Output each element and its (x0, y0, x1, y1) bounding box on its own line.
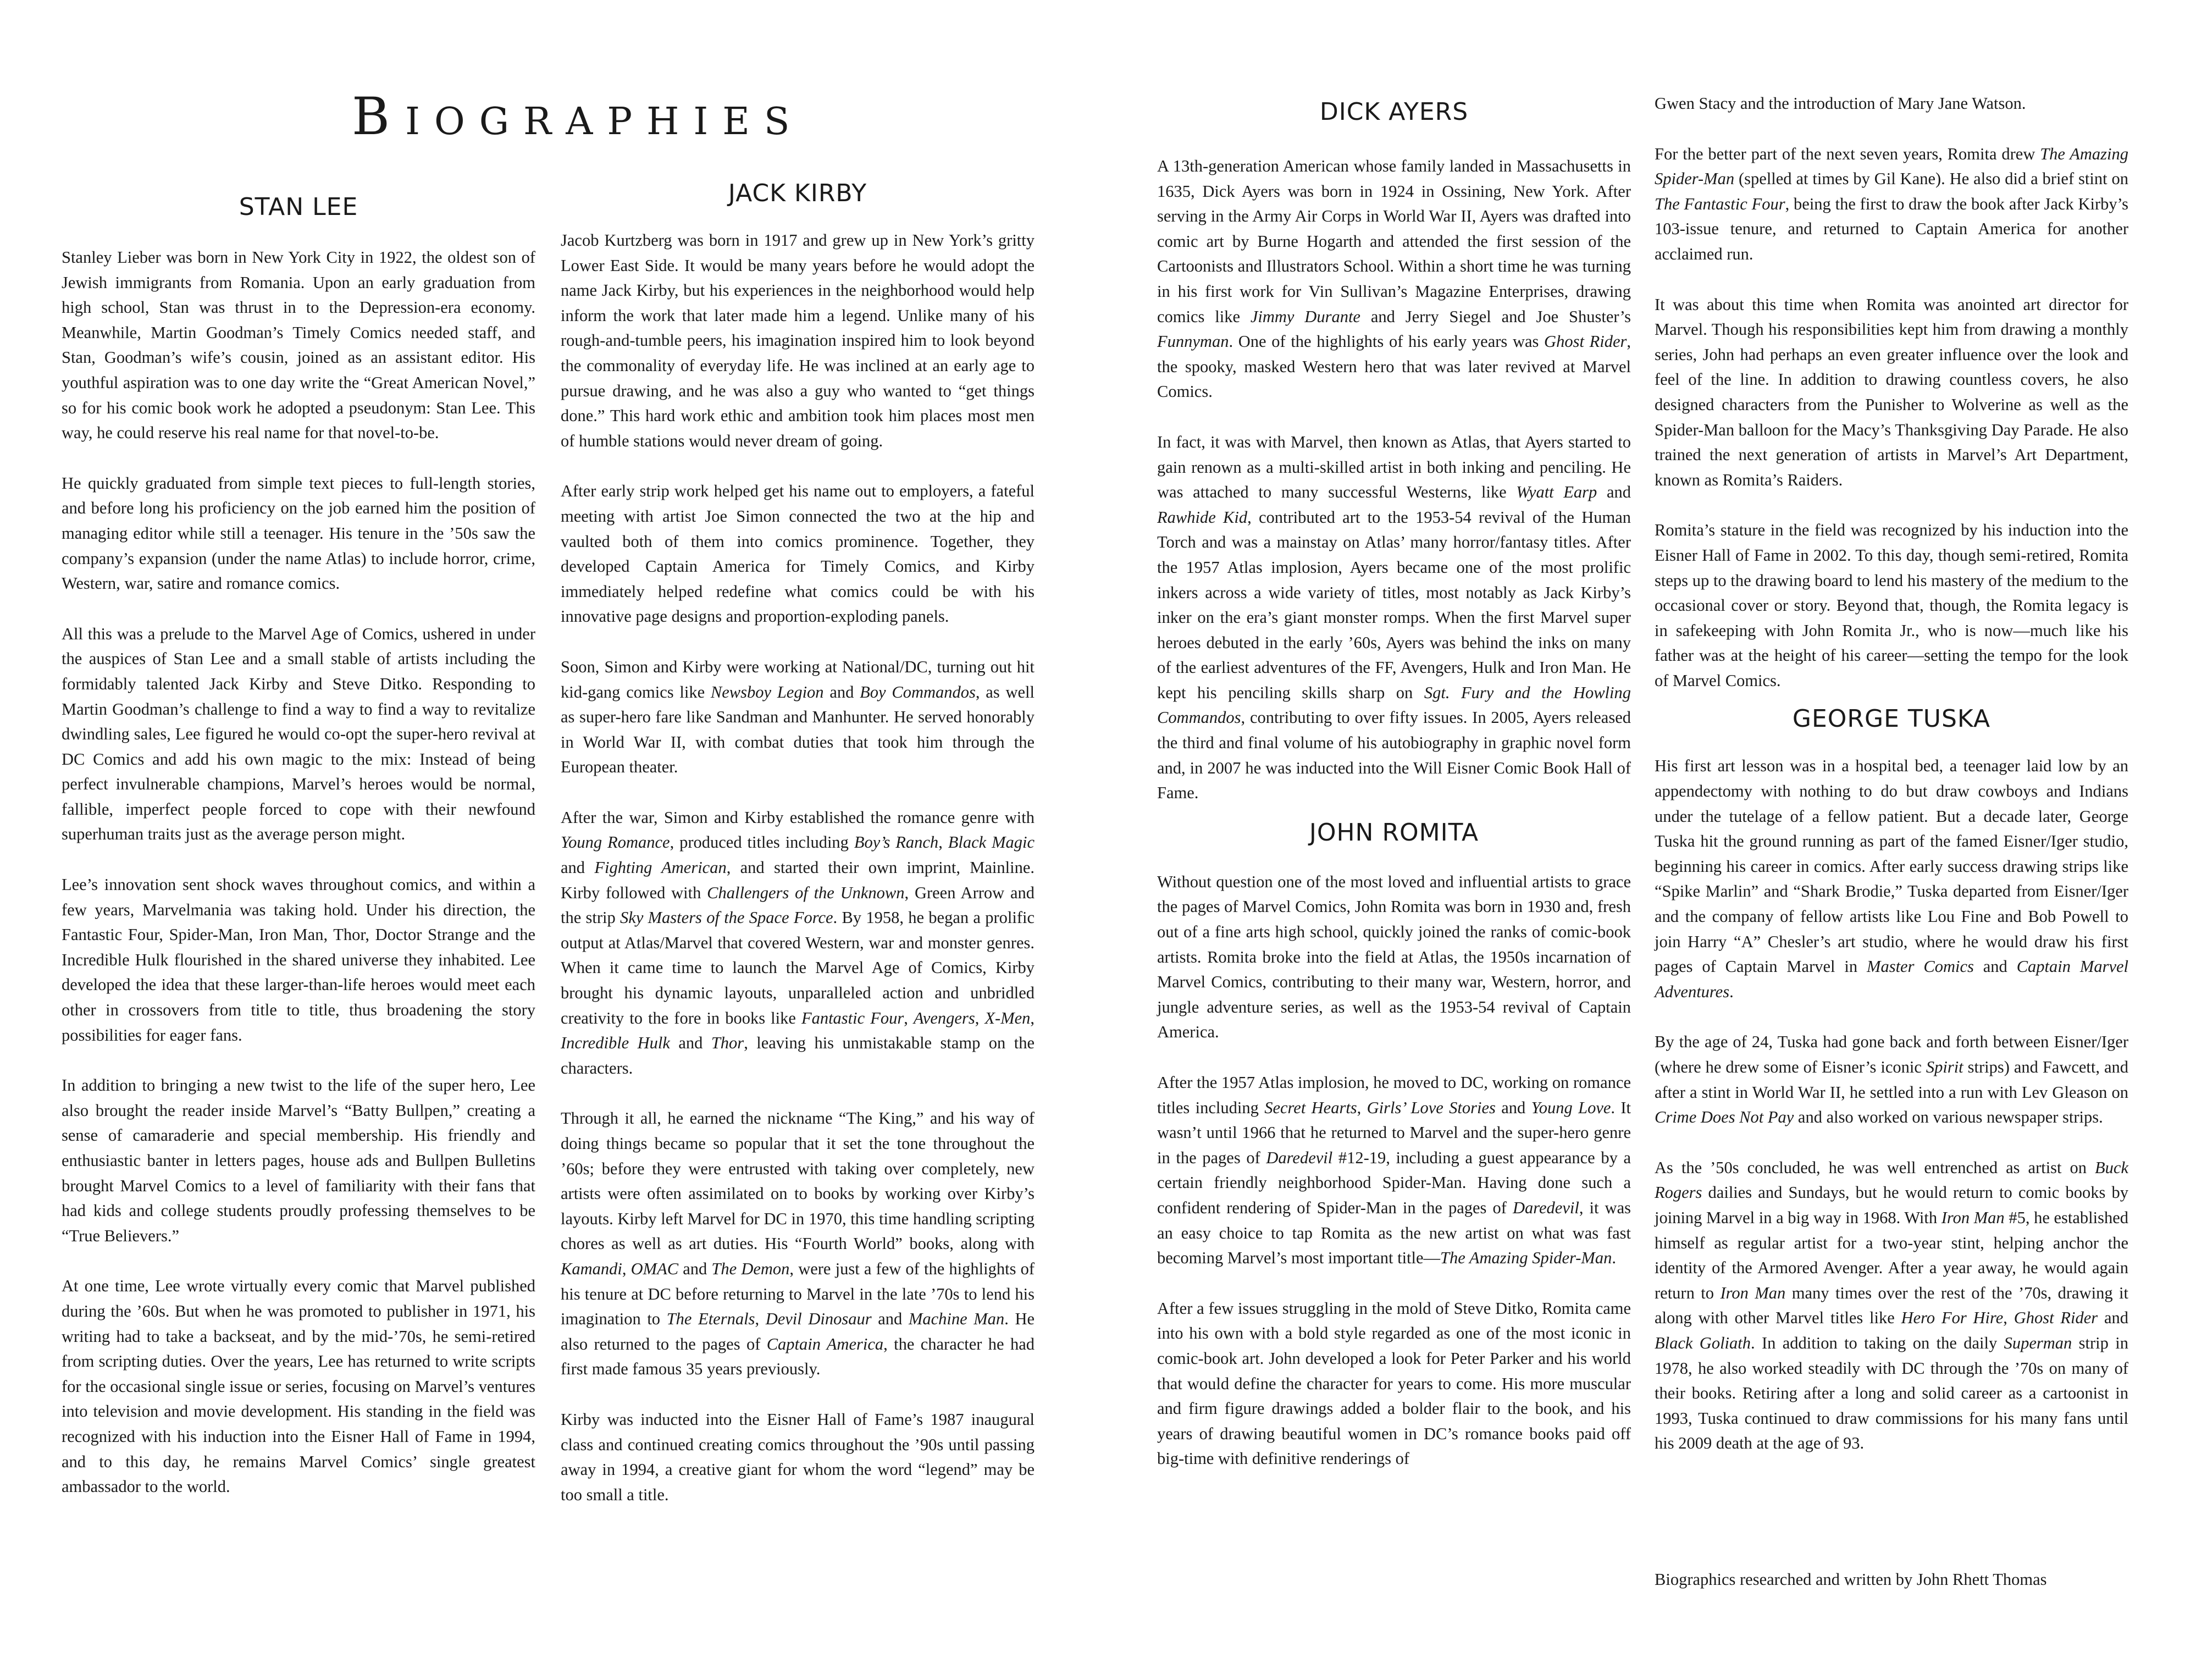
page-title: BIOGRAPHIES (352, 87, 804, 147)
paragraph: Gwen Stacy and the introduction of Mary Jane Watson. (1655, 94, 2026, 113)
jack-kirby-column (561, 179, 1035, 1507)
paragraph: Romita’s stature in the field was recognized by his induction into the Eisner Hall of Fame in 2002. To this day, though semi-retired, Romita steps up to the drawing board to lend his mastery of the medium to the occasional cover or story. Beyond that, though, the Romita legacy is in safekeeping with John Romita Jr., who is now—much like his father was at the height of his career—setting the tempo for the look of Marvel Comics. (1655, 521, 2128, 690)
paragraph: He quickly graduated from simple text pieces to full-length stories, and before long his proficiency on the job earned him the position of managing editor while still a teenager. His tenure in the ’50s saw the company’s expansion (under the name Atlas) to include horror, crime, Western, war, satire and romance comics. (62, 473, 535, 593)
paragraph: In fact, it was with Marvel, then known as Atlas, that Ayers started to gain renown as a multi-skilled artist in both inking and penciling. He was attached to many successful Westerns, like Wyatt Earp and Rawhide Kid, contributed art to the 1953-54 revival of the Human Torch and was a mainstay on Atlas’ many horror/fantasy titles. After the 1957 Atlas implosion, Ayers became one of the most prolific inkers across a wide variety of titles, most notably as Jack Kirby’s inker on the era’s giant monster romps. When the first Marvel super heroes debuted in the early ’60s, Ayers was behind the inks on many of the earliest adventures of the FF, Avengers, Hulk and Iron Man. He kept his penciling skills sharp on Sgt. Fury and the Howling Commandos, contributing to over fifty issues. In 2005, Ayers released the third and final volume of his autobiography in graphic novel form and, in 2007 he was inducted into the Will Eisner Comic Book Hall of Fame. (1157, 432, 1631, 803)
stan-lee-heading: STAN LEE (239, 193, 358, 221)
paragraph: After the war, Simon and Kirby established the romance genre with Young Romance, produced titles including Boy’s Ranch, Black Magic and Fighting American, and started their own imprint, Mainline. Kirby followed with Challengers of the Unknown, Green Arrow and the strip Sky Masters of the Space Force. By 1958, he began a prolific output at Atlas/Marvel that covered Western, war and monster genres. When it came time to launch the Marvel Age of Comics, Kirby brought his dynamic layouts, unparalleled action and unbridled creativity to the fore in books like Fantastic Four, Avengers, X-Men, Incredible Hulk and Thor, leaving his unmistakable stamp on the characters. (561, 808, 1035, 1077)
paragraph: At one time, Lee wrote virtually every comic that Marvel published during the ’60s. But when he was promoted to publisher in 1971, his writing had to take a backseat, and by the mid-’70s, he semi-retired from scripting duties. Over the years, Lee has returned to write scripts for the occasional single issue or series, focusing on Marvel’s ventures into television and movie development. His standing in the field was recognized with his induction into the Eisner Hall of Fame in 1994, and to this day, he remains Marvel Comics’ single greatest ambassador to the world. (62, 1276, 535, 1496)
paragraph: Without question one of the most loved and influential artists to grace the pages of Marvel Comics, John Romita was born in 1930 and, fresh out of a fine arts high school, quickly joined the ranks of comic-book artists. Romita broke into the field at Atlas, the 1950s incarnation of Marvel Comics, contributing to their many war, Western, horror, and jungle adventure series, as well as the 1953-54 revival of Captain America. (1157, 872, 1631, 1042)
paragraph: His first art lesson was in a hospital bed, a teenager laid low by an appendectomy with nothing to do but draw cowboys and Indians under the tutelage of a fellow patient. But a decade later, George Tuska hit the ground running as part of the famed Eisner/Iger studio, beginning his career in comics. After early success drawing strips like “Spike Marlin” and “Shark Brodie,” Tuska departed from Eisner/Iger and the company of fellow artists like Lou Fine and Bob Powell to join Harry “A” Chesler’s art studio, where he would draw his first pages of Captain Marvel in Master Comics and Captain Marvel Adventures. (1655, 756, 2128, 1001)
paragraph: After the 1957 Atlas implosion, he moved to DC, working on romance titles including Secret Hearts, Girls’ Love Stories and Young Love. It wasn’t until 1966 that he returned to Marvel and the super-hero genre in the pages of Daredevil #12-19, including a guest appearance by a certain friendly neighborhood Spider-Man. Having done such a confident rendering of Spider-Man in the pages of Daredevil, it was an easy choice to tap Romita as the new artist on what was fast becoming Marvel’s most important title—The Amazing Spider-Man. (1157, 1073, 1631, 1268)
romita-tuska-column (1655, 91, 2128, 1456)
paragraph: Soon, Simon and Kirby were working at National/DC, turning out hit kid-gang comics like Newsboy Legion and Boy Commandos, as well as super-hero fare like Sandman and Manhunter. He served honorably in World War II, with combat duties that took him through the European theater. (561, 657, 1035, 777)
john-romita-heading: JOHN ROMITA (1309, 818, 1479, 847)
stan-lee-column (62, 192, 535, 1500)
credit-line: Biographics researched and written by John Rhett Thomas (1655, 1570, 2047, 1589)
paragraph: A 13th-generation American whose family landed in Massachusetts in 1635, Dick Ayers was born in 1924 in Ossining, New York. After serving in the Army Air Corps in World War II, Ayers was drafted into comic art by Burne Hogarth and attended the first session of the Cartoonists and Illustrators School. Within a short time he was turning in his first work for Vin Sullivan’s Magazine Enterprises, drawing comics like Jimmy Durante and Jerry Siegel and Joe Shuster’s Funnyman. One of the highlights of his early years was Ghost Rider, the spooky, masked Western hero that was later revived at Marvel Comics. (1157, 157, 1631, 401)
paragraph: It was about this time when Romita was anointed art director for Marvel. Though his responsibilities kept him from drawing a monthly series, John had perhaps an even greater influence over the look and feel of the line. In addition to drawing countless covers, he also designed characters from the Punisher to Wolverine as well as the Spider-Man balloon for the Macy’s Thanksgiving Day Parade. He also trained the next generation of artists in Marvel’s Art Department, known as Romita’s Raiders. (1655, 295, 2128, 489)
paragraph: Lee’s innovation sent shock waves throughout comics, and within a few years, Marvelmania was taking hold. Under his direction, the Fantastic Four, Spider-Man, Iron Man, Thor, Doctor Strange and the Incredible Hulk flourished in the shared universe they inhabited. Lee developed the idea that these larger-than-life heroes would meet each other in crossovers from title to title, thus broadening the story possibilities for eager fans. (62, 875, 535, 1045)
paragraph: In addition to bringing a new twist to the life of the super hero, Lee also brought the reader inside Marvel’s “Batty Bullpen,” creating a sense of camaraderie and special membership. His friendly and enthusiastic banter in letters pages, house ads and Bullpen Bulletins brought Marvel Comics to a level of familiarity with their fans that had kids and college students proudly professing themselves to be “True Believers.” (62, 1076, 535, 1245)
paragraph: Jacob Kurtzberg was born in 1917 and grew up in New York’s gritty Lower East Side. It would be many years before he would adopt the name Jack Kirby, but his experiences in the neighborhood would help inform the work that later made him a legend. Unlike many of his rough-and-tumble peers, his imagination inspired him to look beyond the commonality of everyday life. He was inclined at an early age to pursue drawing, and he was also a guy who wanted to “get things done.” This hard work ethic and ambition took him places most men of humble stations would never dream of going. (561, 231, 1035, 450)
ayers-romita-column (1157, 97, 1631, 1472)
paragraph: All this was a prelude to the Marvel Age of Comics, ushered in under the auspices of Stan Lee and a small stable of artists including the formidably talented Jack Kirby and Steve Ditko. Responding to Martin Goodman’s challenge to find a way to find a way to revitalize dwindling sales, Lee figured he would co-opt the super-hero revival at DC Comics and add his own magic to the mix: Instead of being perfect invulnerable champions, Marvel’s heroes would be normal, fallible, imperfect people forced to cope with their newfound superhuman traits just as the average person might. (62, 624, 535, 844)
paragraph: By the age of 24, Tuska had gone back and forth between Eisner/Iger (where he drew some of Eisner’s iconic Spirit strips) and Fawcett, and after a stint in World War II, he settled into a run with Lev Gleason on Crime Does Not Pay and also worked on various newspaper strips. (1655, 1032, 2129, 1127)
paragraph: After early strip work helped get his name out to employers, a fateful meeting with artist Joe Simon connected the two at the hip and vaulted both of them into comics prominence. Together, they developed Captain America for Timely Comics, and Kirby immediately helped redefine what comics could be with his innovative page designs and proportion-exploding panels. (561, 482, 1035, 626)
george-tuska-heading: GEORGE TUSKA (1792, 705, 1991, 733)
dick-ayers-heading: DICK AYERS (1319, 98, 1469, 126)
jack-kirby-heading: JACK KIRBY (728, 179, 867, 207)
paragraph: Through it all, he earned the nickname “The King,” and his way of doing things became so popular that it set the tone throughout the ’60s; before they were entrusted with taking over completely, new artists were often assimilated on to books by working over Kirby’s layouts. Kirby left Marvel for DC in 1970, this time handling scripting chores as well as art duties. His “Fourth World” books, along with Kamandi, OMAC and The Demon, were just a few of the highlights of his tenure at DC before returning to Marvel in the late ’70s to lend his imagination to The Eternals, Devil Dinosaur and Machine Man. He also returned to the pages of Captain America, the character he had first made famous 35 years previously. (561, 1109, 1035, 1379)
paragraph: As the ’50s concluded, he was well entrenched as artist on Buck Rogers dailies and Sundays, but he would return to comic books by joining Marvel in a big way in 1968. With Iron Man #5, he established himself as regular artist for a two-year stint, helping anchor the identity of the Armored Avenger. After a year away, he would again return to Iron Man many times over the rest of the ’70s, drawing it along with other Marvel titles like Hero For Hire, Ghost Rider and Black Goliath. In addition to taking on the daily Superman strip in 1978, he also worked steadily with DC through the ’70s on many of their books. Retiring after a long and solid career as a cartoonist in 1993, Tuska continued to draw commissions for his many fans until his 2009 death at the age of 93. (1655, 1158, 2129, 1453)
paragraph: Stanley Lieber was born in New York City in 1922, the oldest son of Jewish immigrants from Romania. Upon an early graduation from high school, Stan was thrust in to the Depression-era economy. Meanwhile, Martin Goodman’s Timely Comics needed staff, and Stan, Goodman’s wife’s cousin, joined as an assistant editor. His youthful aspiration was to one day write the “Great American Novel,” so for his comic book work he adopted a pseudonym: Stan Lee. This way, he could reserve his real name for that novel-to-be. (62, 248, 535, 443)
paragraph: For the better part of the next seven years, Romita drew The Amazing Spider-Man (spelled at times by Gil Kane). He also did a brief stint on The Fantastic Four, being the first to draw the book after Jack Kirby’s 103-issue tenure, and returned to Captain America for another acclaimed run. (1655, 144, 2129, 263)
paragraph: After a few issues struggling in the mold of Steve Ditko, Romita came into his own with a bold style regarded as one of the most iconic in comic-book art. John developed a look for Peter Parker and his world that would define the character for years to come. His more muscular and firm figure drawings added a bolder flair to the book, and his years of drawing beautiful women in DC’s romance books paid off big-time with definitive renderings of (1157, 1298, 1631, 1468)
paragraph: Kirby was inducted into the Eisner Hall of Fame’s 1987 inaugural class and continued creating comics throughout the ’90s until passing away in 1994, a creative giant for whom the word “legend” may be too small a title. (561, 1410, 1035, 1504)
